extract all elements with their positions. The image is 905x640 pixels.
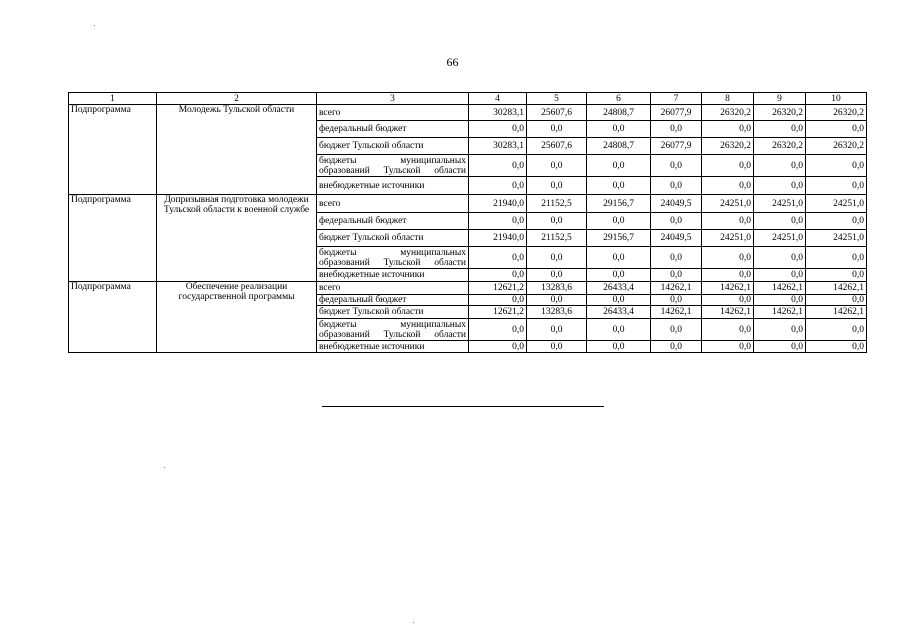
value-cell: 0,0 [469,319,527,341]
value-cell: 14262,1 [702,282,754,295]
funding-source: бюджет Тульской области [317,306,469,319]
value-cell: 0,0 [702,155,754,177]
value-cell: 24049,5 [651,195,702,213]
value-cell: 0,0 [806,121,867,138]
value-cell: 0,0 [469,121,527,138]
value-cell: 0,0 [527,295,587,306]
value-cell: 0,0 [587,247,651,269]
value-cell: 0,0 [702,341,754,353]
header-row [69,93,867,105]
value-cell: 0,0 [469,177,527,195]
value-cell: 13283,6 [527,306,587,319]
value-cell: 0,0 [806,269,867,282]
value-cell: 21940,0 [469,195,527,213]
value-cell: 14262,1 [806,282,867,295]
value-cell: 0,0 [587,121,651,138]
value-cell: 0,0 [806,247,867,269]
subprogram-type: Подпрограмма [69,195,157,282]
funding-source: всего [317,195,469,213]
value-cell: 0,0 [806,155,867,177]
subprogram-type: Подпрограмма [69,105,157,195]
table-row [69,195,867,213]
value-cell: 0,0 [587,341,651,353]
value-cell: 0,0 [754,247,806,269]
funding-source: внебюджетные источники [317,177,469,195]
value-cell: 30283,1 [469,138,527,155]
value-cell: 0,0 [651,341,702,353]
value-cell: 0,0 [527,269,587,282]
funding-source: бюджет Тульской области [317,138,469,155]
header-cell: 4 [469,93,527,105]
value-cell: 0,0 [651,295,702,306]
value-cell: 0,0 [527,319,587,341]
subprogram-name: Допризывная подготовка молодежи Тульской области к военной службе [157,195,317,282]
value-cell: 0,0 [754,295,806,306]
value-cell: 26077,9 [651,138,702,155]
value-cell: 0,0 [651,121,702,138]
value-cell: 0,0 [702,247,754,269]
value-cell: 0,0 [469,341,527,353]
header-cell: 7 [651,93,702,105]
value-cell: 14262,1 [754,306,806,319]
value-cell: 24251,0 [754,230,806,247]
value-cell: 26320,2 [754,138,806,155]
funding-source: внебюджетные источники [317,341,469,353]
value-cell: 0,0 [587,155,651,177]
value-cell: 0,0 [469,269,527,282]
page-number: 66 [446,55,459,69]
value-cell: 0,0 [754,269,806,282]
header-cell: 1 [69,93,157,105]
value-cell: 0,0 [587,213,651,230]
value-cell: 0,0 [754,213,806,230]
value-cell: 0,0 [587,295,651,306]
value-cell: 0,0 [469,295,527,306]
value-cell: 0,0 [587,269,651,282]
subprogram-type: Подпрограмма [69,282,157,353]
value-cell: 24808,7 [587,105,651,121]
value-cell: 0,0 [806,341,867,353]
value-cell: 26433,4 [587,282,651,295]
value-cell: 26320,2 [806,138,867,155]
value-cell: 26320,2 [702,138,754,155]
value-cell: 14262,1 [806,306,867,319]
value-cell: 0,0 [469,247,527,269]
value-cell: 0,0 [651,213,702,230]
value-cell: 13283,6 [527,282,587,295]
value-cell: 0,0 [806,213,867,230]
value-cell: 0,0 [754,319,806,341]
value-cell: 0,0 [754,177,806,195]
value-cell: 0,0 [587,319,651,341]
value-cell: 12621,2 [469,282,527,295]
value-cell: 0,0 [587,177,651,195]
value-cell: 0,0 [527,155,587,177]
value-cell: 26320,2 [806,105,867,121]
funding-source: всего [317,282,469,295]
value-cell: 24808,7 [587,138,651,155]
scan-speck [413,622,414,623]
value-cell: 24251,0 [702,195,754,213]
value-cell: 14262,1 [754,282,806,295]
scan-speck [94,25,95,26]
value-cell: 26433,4 [587,306,651,319]
funding-source: бюджеты муниципальных образований Тульской области [317,319,469,341]
value-cell: 24251,0 [754,195,806,213]
value-cell: 24251,0 [806,230,867,247]
value-cell: 0,0 [527,177,587,195]
value-cell: 29156,7 [587,195,651,213]
scan-speck [164,467,165,468]
value-cell: 25607,6 [527,138,587,155]
funding-source: бюджет Тульской области [317,230,469,247]
funding-source: всего [317,105,469,121]
value-cell: 24049,5 [651,230,702,247]
value-cell: 0,0 [651,269,702,282]
value-cell: 0,0 [651,177,702,195]
value-cell: 0,0 [527,341,587,353]
value-cell: 21940,0 [469,230,527,247]
funding-source: федеральный бюджет [317,295,469,306]
value-cell: 26077,9 [651,105,702,121]
value-cell: 0,0 [469,213,527,230]
value-cell: 0,0 [651,319,702,341]
value-cell: 0,0 [754,121,806,138]
value-cell: 0,0 [527,247,587,269]
value-cell: 26320,2 [754,105,806,121]
value-cell: 14262,1 [651,282,702,295]
header-cell: 10 [806,93,867,105]
value-cell: 29156,7 [587,230,651,247]
header-cell: 5 [527,93,587,105]
funding-source: федеральный бюджет [317,121,469,138]
table-row [69,282,867,295]
value-cell: 0,0 [469,155,527,177]
value-cell: 0,0 [754,341,806,353]
value-cell: 12621,2 [469,306,527,319]
value-cell: 0,0 [527,121,587,138]
funding-source: федеральный бюджет [317,213,469,230]
value-cell: 14262,1 [651,306,702,319]
value-cell: 0,0 [806,319,867,341]
value-cell: 0,0 [702,177,754,195]
table-row [69,105,867,121]
value-cell: 0,0 [806,295,867,306]
funding-source: внебюджетные источники [317,269,469,282]
header-cell: 6 [587,93,651,105]
value-cell: 0,0 [527,213,587,230]
subprogram-name: Молодежь Тульской области [157,105,317,195]
value-cell: 24251,0 [806,195,867,213]
value-cell: 25607,6 [527,105,587,121]
funding-source: бюджеты муниципальных образований Тульской области [317,155,469,177]
header-cell: 2 [157,93,317,105]
value-cell: 0,0 [702,213,754,230]
header-cell: 8 [702,93,754,105]
value-cell: 0,0 [651,247,702,269]
value-cell: 21152,5 [527,195,587,213]
table-body [69,93,867,353]
value-cell: 0,0 [754,155,806,177]
value-cell: 0,0 [651,155,702,177]
value-cell: 0,0 [702,295,754,306]
value-cell: 0,0 [702,121,754,138]
value-cell: 0,0 [806,177,867,195]
header-cell: 9 [754,93,806,105]
value-cell: 14262,1 [702,306,754,319]
value-cell: 0,0 [702,269,754,282]
budget-table [68,92,867,353]
value-cell: 24251,0 [702,230,754,247]
value-cell: 30283,1 [469,105,527,121]
value-cell: 0,0 [702,319,754,341]
value-cell: 26320,2 [702,105,754,121]
subprogram-name: Обеспечение реализации государственной программы [157,282,317,353]
footer-divider [322,406,604,407]
funding-source: бюджеты муниципальных образований Тульской области [317,247,469,269]
value-cell: 21152,5 [527,230,587,247]
header-cell: 3 [317,93,469,105]
